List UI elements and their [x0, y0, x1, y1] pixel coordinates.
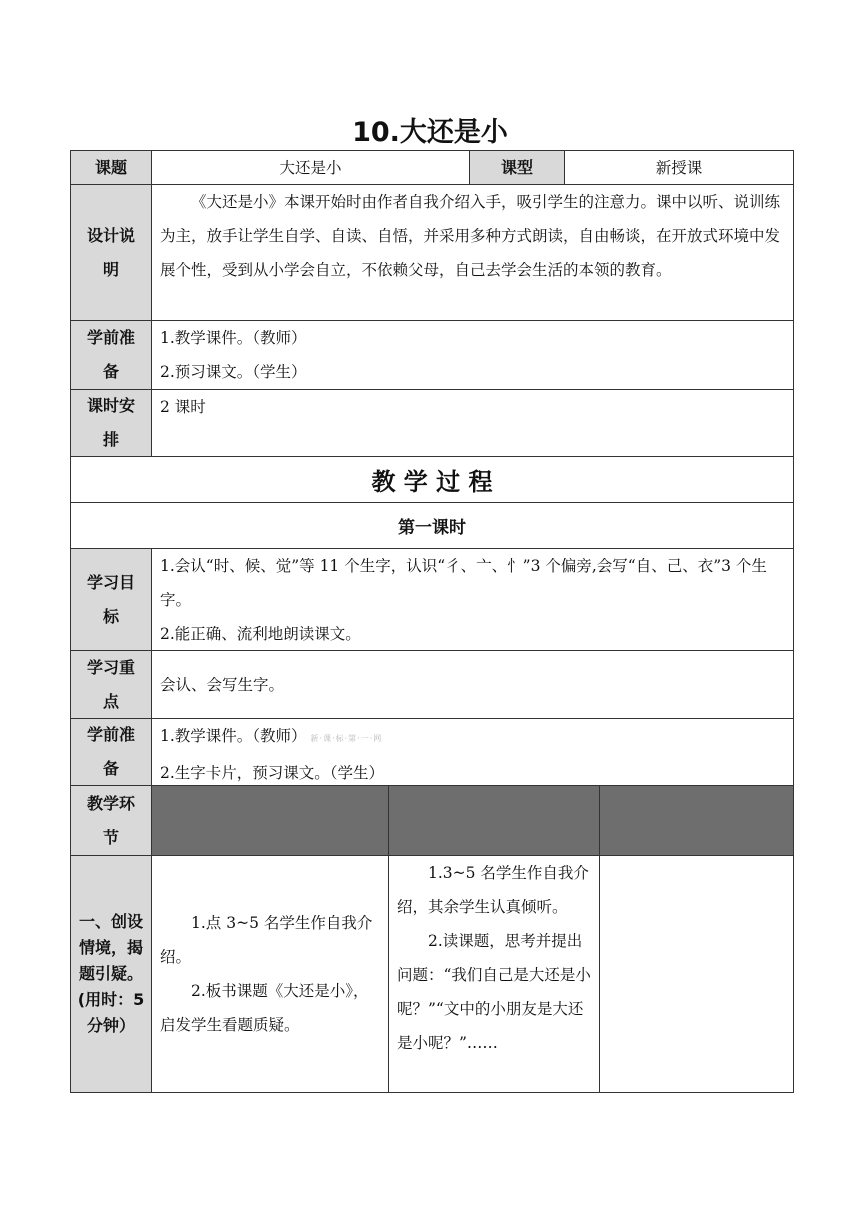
- step1-student-item: 2.读课题，思考并提出问题：“我们自己是大还是小呢？”“文中的小朋友是大还是小呢？”……: [397, 932, 591, 1052]
- lesson-prep-item: 1.教学课件。（教师）: [160, 727, 307, 745]
- focus-cell: [151, 650, 794, 719]
- goals-cell: [151, 548, 794, 651]
- stage-header-notes: [599, 785, 794, 856]
- goal-item: 1.会认“时、候、觉”等 11 个生字，认识“彳、亠、忄”3 个偏旁,会写“自、己、衣”3 个生字。: [160, 557, 767, 609]
- page-title: 10.大还是小: [352, 117, 508, 148]
- step1-label: 一、创设情境，揭题引疑。(用时：5 分钟）: [70, 855, 152, 1093]
- lesson-heading: 第一课时: [70, 502, 794, 549]
- prep-label: 学前准备: [70, 320, 152, 390]
- step1-teacher-cell: [151, 855, 389, 1093]
- focus-text: 会认、会写生字。: [160, 675, 285, 694]
- lesson-prep-cell: [151, 718, 794, 786]
- lesson-prep-label: 学前准备: [70, 718, 152, 786]
- design-text-cell: [151, 184, 794, 321]
- focus-label: 学习重点: [70, 650, 152, 719]
- step1-teacher-item: 1.点 3~5 名学生作自我介绍。: [160, 914, 373, 966]
- type-value: 新授课: [564, 150, 794, 185]
- goal-item: 2.能正确、流利地朗读课文。: [160, 625, 361, 643]
- hours-value: 2 课时: [160, 398, 206, 416]
- design-label: 设计说明: [70, 184, 152, 321]
- prep-item: 2.预习课文。（学生）: [160, 363, 307, 381]
- lesson-prep-item: 2.生字卡片，预习课文。（学生）: [160, 764, 385, 782]
- topic-label: 课题: [70, 150, 152, 185]
- step1-teacher-item: 2.板书课题《大还是小》，启发学生看题质疑。: [160, 982, 369, 1034]
- design-text: 《大还是小》本课开始时由作者自我介绍入手，吸引学生的注意力。课中以听、说训练为主，放手让学生自学、自读、自悟，并采用多种方式朗读，自由畅谈，在开放式环境中发展个性，受到从小学会自立，不依赖父母，自己去学会生活的本领的教育。: [160, 193, 781, 279]
- prep-item: 1.教学课件。（教师）: [160, 329, 307, 347]
- hours-cell: [151, 389, 794, 457]
- step1-student-cell: [388, 855, 600, 1093]
- stage-header-student: [388, 785, 600, 856]
- step1-notes-cell: [599, 855, 794, 1093]
- process-title: 教 学 过 程: [70, 456, 794, 503]
- prep-cell: [151, 320, 794, 390]
- watermark: 新·课·标·第·一·网: [310, 734, 383, 743]
- stage-header-teacher: [151, 785, 389, 856]
- topic-value: 大还是小: [151, 150, 470, 185]
- step1-student-item: 1.3~5 名学生作自我介绍，其余学生认真倾听。: [397, 864, 589, 916]
- type-label: 课型: [469, 150, 565, 185]
- hours-label: 课时安排: [70, 389, 152, 457]
- goals-label: 学习目标: [70, 548, 152, 651]
- stage-label: 教学环节: [70, 785, 152, 856]
